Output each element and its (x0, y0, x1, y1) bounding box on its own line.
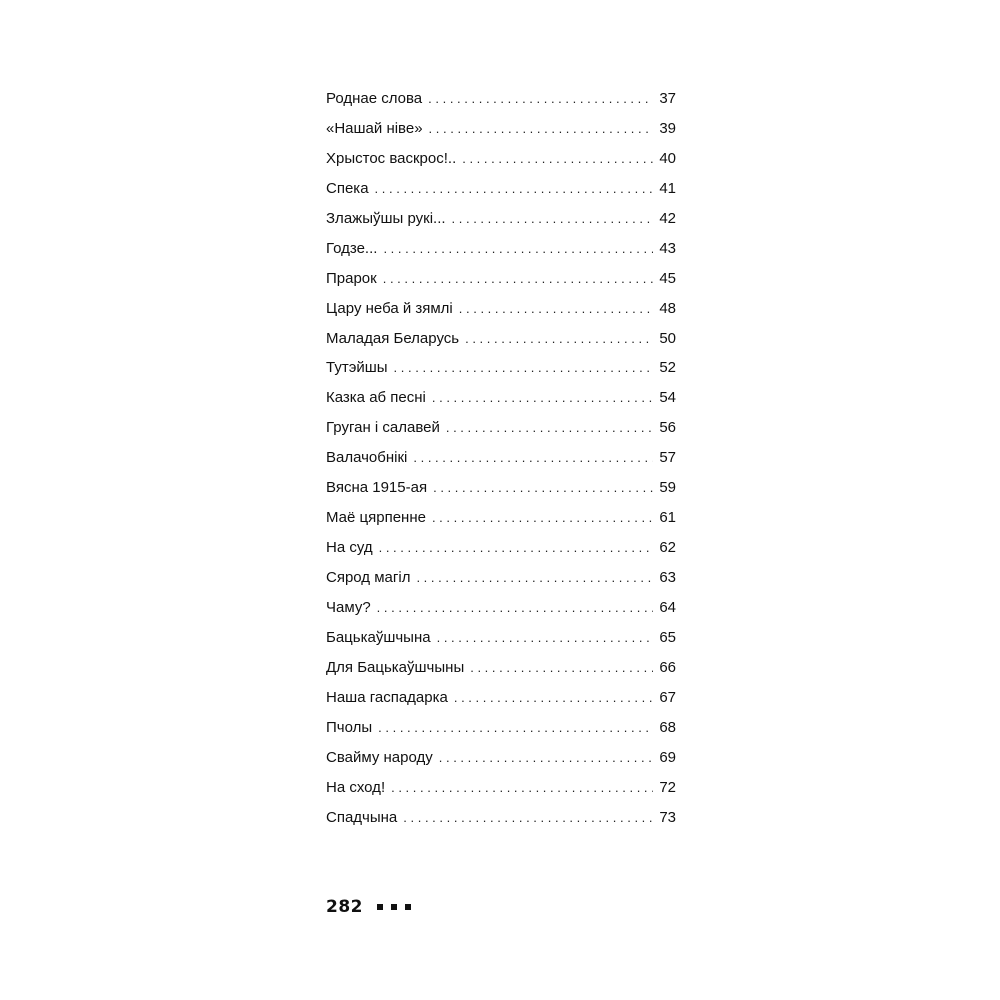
dot-leader (413, 443, 653, 473)
toc-entry-title: Спадчына (326, 808, 398, 826)
toc-entry-title: Маё цярпенне (326, 509, 426, 527)
dot-leader (470, 653, 653, 683)
toc-entry-page: 43 (659, 239, 676, 257)
dot-leader (394, 353, 654, 383)
toc-entry (326, 773, 676, 803)
dot-leader (375, 174, 654, 204)
toc-entry-page: 62 (659, 539, 676, 557)
toc-entry (326, 593, 676, 623)
dot-leader (378, 713, 653, 743)
toc-entry-title: Казка аб песні (326, 389, 426, 407)
toc-entry (326, 563, 676, 593)
toc-entry-page: 52 (659, 359, 676, 377)
toc-entry-page: 67 (659, 688, 676, 706)
toc-entry-title: Спека (326, 179, 369, 197)
toc-entry-title: Роднае слова (326, 90, 423, 107)
toc-entry-title: Наша гаспадарка (326, 688, 448, 706)
toc-entry-title: Прарок (326, 269, 377, 287)
toc-entry-title: Свайму народу (326, 748, 433, 766)
toc-entry (326, 713, 676, 743)
dot-leader (439, 743, 654, 773)
dot-leader (377, 593, 654, 623)
dot-leader (446, 413, 653, 443)
dot-leader (428, 84, 653, 114)
toc-entry-page: 68 (659, 718, 676, 736)
page-footer (326, 895, 411, 919)
toc-entry-page: 41 (659, 179, 676, 197)
toc-entry-page: 40 (659, 149, 676, 167)
toc-entry-page: 69 (659, 748, 676, 766)
toc-entry-title: Валачобнікі (326, 449, 408, 467)
toc-entry (326, 743, 676, 773)
page-number: 282 (326, 897, 363, 917)
dot-leader (465, 324, 653, 354)
toc-entry (326, 473, 676, 503)
toc-entry-title: На суд (326, 539, 373, 557)
square-dot (391, 904, 397, 910)
toc-entry-page: 64 (659, 598, 676, 616)
dot-leader (391, 773, 653, 803)
toc-entry-page: 45 (659, 269, 676, 287)
toc-entry (326, 84, 676, 114)
toc-entry (326, 533, 676, 563)
toc-entry (326, 653, 676, 683)
toc-entry (326, 114, 676, 144)
toc-entry (326, 683, 676, 713)
toc-entry-title: Для Бацькаўшчыны (326, 658, 465, 676)
dot-leader (383, 264, 654, 294)
toc-entry (326, 174, 676, 204)
toc-entry (326, 204, 676, 234)
toc-entry-page: 42 (659, 209, 676, 227)
toc-entry (326, 383, 676, 413)
toc-entry-title: Вясна 1915-ая (326, 479, 428, 497)
toc-entry-title: Годзе... (326, 239, 378, 257)
toc-entry-page: 61 (659, 509, 676, 527)
toc-entry-title: «Нашай ніве» (326, 119, 423, 137)
toc-entry-title: Бацькаўшчына (326, 628, 431, 646)
dot-leader (432, 383, 653, 413)
toc-entry-page: 59 (659, 479, 676, 497)
table-of-contents (326, 84, 676, 832)
toc-entry-page: 48 (659, 299, 676, 317)
toc-entry-title: Груган і салавей (326, 419, 440, 437)
toc-entry (326, 353, 676, 383)
dot-leader (379, 533, 654, 563)
toc-entry (326, 503, 676, 533)
dot-leader (462, 144, 653, 174)
toc-entry (326, 623, 676, 653)
dot-leader (459, 294, 654, 324)
toc-entry-title: Тутэйшы (326, 359, 388, 377)
toc-entry-page: 57 (659, 449, 676, 467)
dot-leader (429, 114, 654, 144)
dot-leader (403, 803, 653, 833)
dot-leader (454, 683, 653, 713)
toc-entry-title: Сярод магіл (326, 569, 411, 586)
toc-entry-page: 50 (659, 329, 676, 347)
toc-entry-page: 37 (659, 90, 676, 107)
toc-entry-page: 63 (659, 569, 676, 586)
toc-entry-title: Злажыўшы рукі... (326, 209, 446, 227)
toc-entry (326, 324, 676, 354)
toc-entry (326, 234, 676, 264)
dot-leader (433, 473, 653, 503)
toc-entry-page: 72 (659, 778, 676, 796)
toc-entry-page: 39 (659, 119, 676, 137)
toc-entry (326, 144, 676, 174)
dot-leader (452, 204, 654, 234)
square-dot (377, 904, 383, 910)
dot-leader (383, 234, 653, 264)
toc-entry-title: Маладая Беларусь (326, 329, 460, 347)
toc-entry (326, 413, 676, 443)
toc-entry-page: 65 (659, 628, 676, 646)
toc-entry (326, 294, 676, 324)
toc-entry (326, 264, 676, 294)
toc-entry-title: Хрыстос васкрос!.. (326, 149, 457, 167)
toc-entry-title: На сход! (326, 778, 386, 796)
toc-entry (326, 803, 676, 833)
dot-leader (432, 503, 653, 533)
square-dots-icon (377, 904, 411, 910)
toc-entry-title: Чаму? (326, 598, 371, 616)
toc-entry-title: Пчолы (326, 718, 373, 736)
toc-entry-page: 54 (659, 389, 676, 407)
toc-entry-title: Цару неба й зямлі (326, 299, 453, 317)
dot-leader (437, 623, 654, 653)
toc-entry-page: 56 (659, 419, 676, 437)
toc-entry-page: 73 (659, 808, 676, 826)
toc-entry-page: 66 (659, 658, 676, 676)
square-dot (405, 904, 411, 910)
toc-entry (326, 443, 676, 473)
dot-leader (416, 563, 653, 593)
